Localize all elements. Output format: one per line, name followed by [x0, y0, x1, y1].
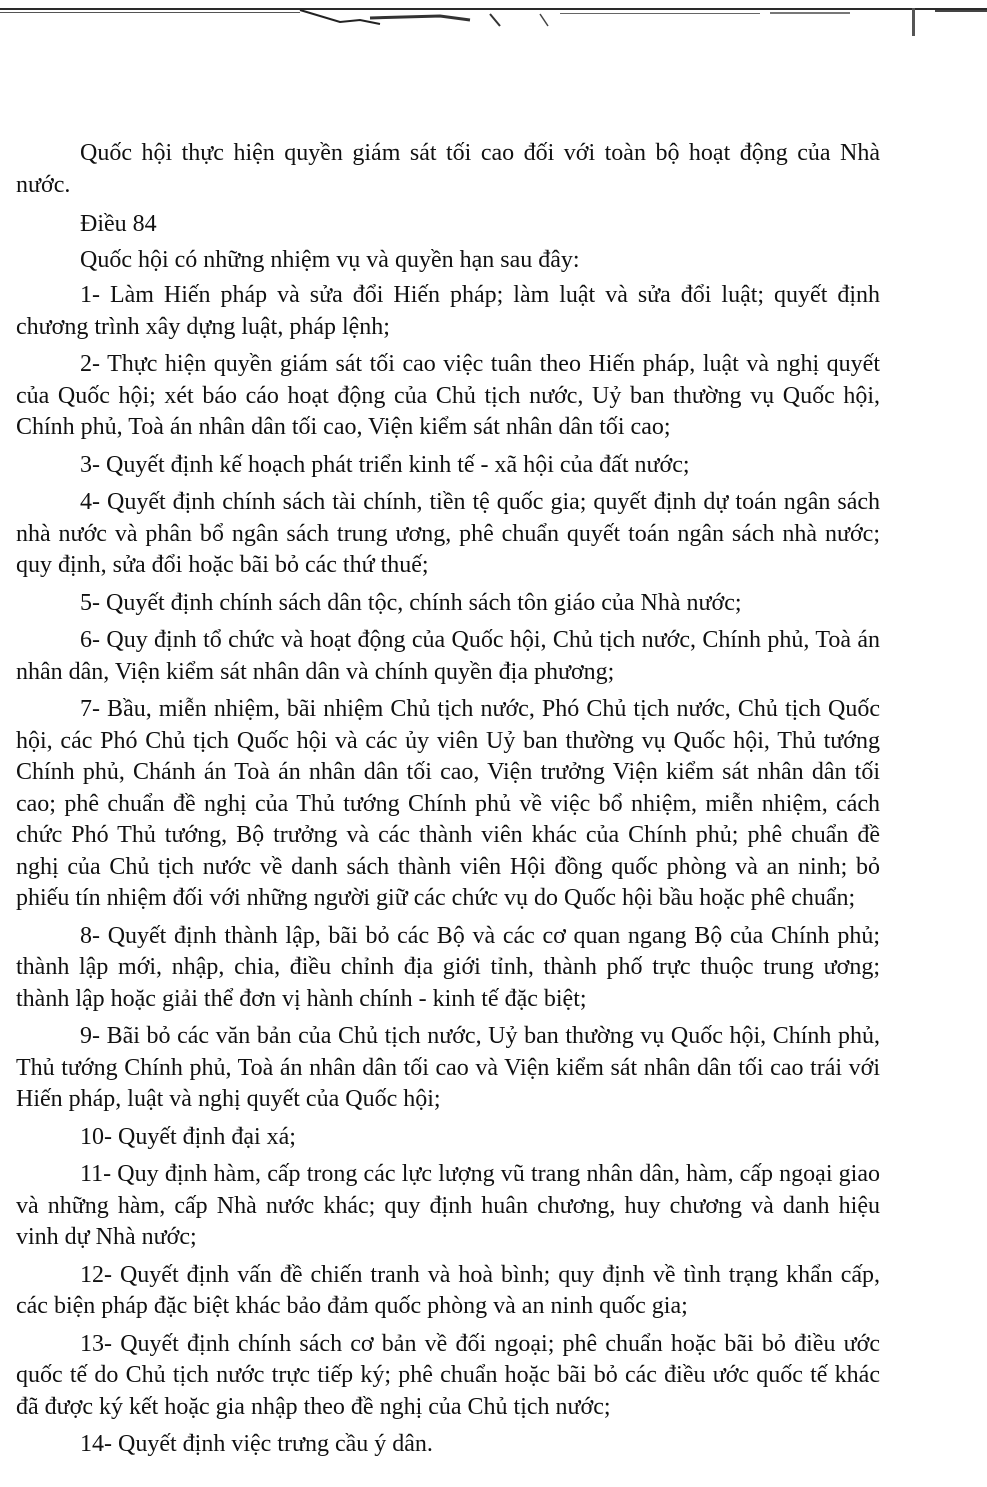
clause-7: 7- Bầu, miễn nhiệm, bãi nhiệm Chủ tịch nước, Phó Chủ tịch nước, Chủ tịch Quốc hội, các Phó Chủ tịch Quốc hội và các ủy viên Uỷ ban thường vụ Quốc hội, Thủ tướng Chính phủ, Chánh án Toà án nhân dân tối cao, Viện trưởng Viện kiểm sát nhân dân tối cao; phê chuẩn đề nghị của Thủ tướng Chính phủ về việc bổ nhiệm, miễn nhiệm, cách chức Phó Thủ tướng, Bộ trưởng và các thành viên khác của Chính phủ; phê chuẩn đề nghị của Chủ tịch nước về danh sách thành viên Hội đồng quốc phòng và an ninh; bỏ phiếu tín nhiệm đối với những người giữ các chức vụ do Quốc hội bầu hoặc phê chuẩn;: [16, 696, 880, 911]
clause-6: 6- Quy định tổ chức và hoạt động của Quốc hội, Chủ tịch nước, Chính phủ, Toà án nhân dân, Viện kiểm sát nhân dân và chính quyền địa phương;: [16, 627, 880, 685]
clause-9: 9- Bãi bỏ các văn bản của Chủ tịch nước, Uỷ ban thường vụ Quốc hội, Chính phủ, Thủ tướng Chính phủ, Toà án nhân dân tối cao và Viện kiểm sát nhân dân tối cao trái với Hiến pháp, luật và nghị quyết của Quốc hội;: [16, 1023, 880, 1112]
paragraph-intro: Quốc hội thực hiện quyền giám sát tối cao đối với toàn bộ hoạt động của Nhà nước.: [16, 140, 880, 198]
document-page: [16, 138, 880, 1461]
clause-5: 5- Quyết định chính sách dân tộc, chính sách tôn giáo của Nhà nước;: [80, 589, 742, 616]
clause-3: 3- Quyết định kế hoạch phát triển kinh tế - xã hội của đất nước;: [80, 451, 690, 478]
clause-11: 11- Quy định hàm, cấp trong các lực lượng vũ trang nhân dân, hàm, cấp ngoại giao và những hàm, cấp Nhà nước khác; quy định huân chương, huy chương và danh hiệu vinh dự Nhà nước;: [16, 1161, 880, 1250]
clause-10: 10- Quyết định đại xá;: [80, 1123, 296, 1150]
clause-12: 12- Quyết định vấn đề chiến tranh và hoà bình; quy định về tình trạng khẩn cấp, các biện pháp đặc biệt khác bảo đảm quốc phòng và an ninh quốc gia;: [16, 1261, 880, 1319]
page-bottom-edge: [0, 1476, 987, 1487]
clause-4: 4- Quyết định chính sách tài chính, tiền tệ quốc gia; quyết định dự toán ngân sách nhà nước và phân bổ ngân sách trung ương, phê chuẩn quyết toán ngân sách nhà nước; quy định, sửa đổi hoặc bãi bỏ các thứ thuế;: [16, 489, 880, 578]
scan-border-artifact: [0, 0, 987, 40]
clause-2: 2- Thực hiện quyền giám sát tối cao việc tuân theo Hiến pháp, luật và nghị quyết của Quốc hội; xét báo cáo hoạt động của Chủ tịch nước, Uỷ ban thường vụ Quốc hội, Chính phủ, Toà án nhân dân tối cao, Viện kiểm sát nhân dân tối cao;: [16, 351, 880, 440]
article-heading: Điều 84: [80, 211, 157, 237]
clause-13: 13- Quyết định chính sách cơ bản về đối ngoại; phê chuẩn hoặc bãi bỏ điều ước quốc tế do Chủ tịch nước trực tiếp ký; phê chuẩn hoặc bãi bỏ các điều ước quốc tế khác đã được ký kết hoặc gia nhập theo đề nghị của Chủ tịch nước;: [16, 1330, 880, 1420]
clause-1: 1- Làm Hiến pháp và sửa đổi Hiến pháp; làm luật và sửa đổi luật; quyết định chương trình xây dựng luật, pháp lệnh;: [16, 282, 880, 340]
paragraph-lead: Quốc hội có những nhiệm vụ và quyền hạn sau đây:: [80, 246, 580, 273]
clause-14: 14- Quyết định việc trưng cầu ý dân.: [80, 1431, 433, 1457]
clause-8: 8- Quyết định thành lập, bãi bỏ các Bộ và các cơ quan ngang Bộ của Chính phủ; thành lập mới, nhập, chia, điều chỉnh địa giới tỉnh, thành phố trực thuộc trung ương; thành lập hoặc giải thể đơn vị hành chính - kinh tế đặc biệt;: [16, 922, 880, 1012]
